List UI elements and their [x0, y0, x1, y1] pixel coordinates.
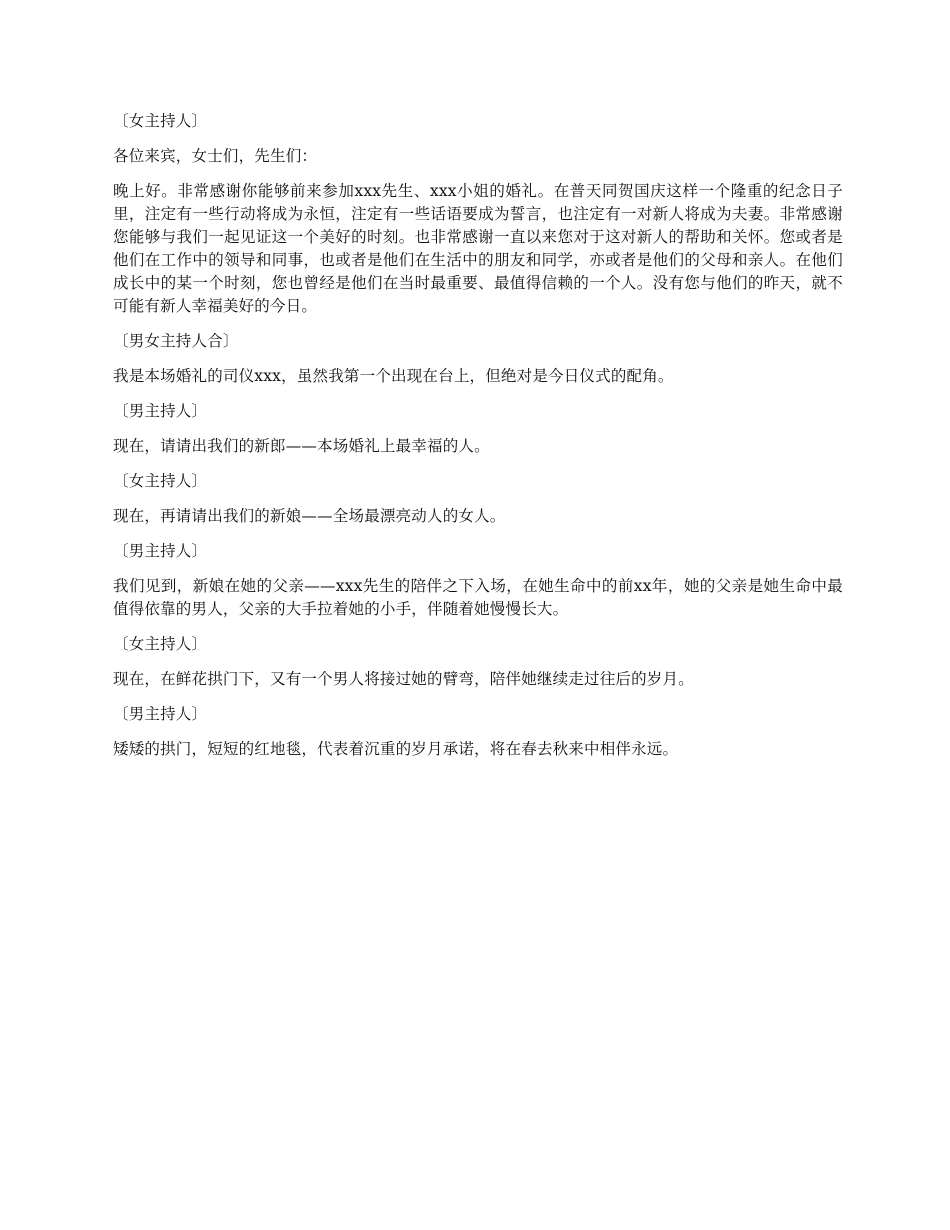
speaker-label-male-host: 〔男主持人〕: [113, 705, 208, 723]
speaker-label-female-host: 〔女主持人〕: [113, 472, 208, 490]
flower-arch-paragraph: 现在，在鲜花拱门下，又有一个男人将接过她的臂弯，陪伴她继续走过往后的岁月。: [113, 670, 694, 688]
speaker-label-male-host: 〔男主持人〕: [113, 402, 208, 420]
officiant-intro-paragraph: 我是本场婚礼的司仪xxx，虽然我第一个出现在台上，但绝对是今日仪式的配角。: [113, 367, 674, 385]
groom-entrance-paragraph: 现在，请请出我们的新郎——本场婚礼上最幸福的人。: [113, 437, 490, 455]
father-escort-paragraph: 我们见到，新娘在她的父亲——xxx先生的陪伴之下入场，在她生命中的前xx年，她的父亲是她生命中最值得依靠的男人，父亲的大手拉着她的小手，伴随着她慢慢长大。: [113, 577, 843, 618]
speaker-label-female-host: 〔女主持人〕: [113, 635, 208, 653]
document-page: [113, 110, 843, 773]
opening-paragraph: 晚上好。非常感谢你能够前来参加xxx先生、xxx小姐的婚礼。在普天同贺国庆这样一个隆重的纪念日子里，注定有一些行动将成为永恒，注定有一些话语要成为誓言，也注定有一对新人将成为夫妻。非常感谢您能够与我们一起见证这一个美好的时刻。也非常感谢一直以来您对于这对新人的帮助和关怀。您或者是他们在工作中的领导和同事，也或者是他们在生活中的朋友和同学，亦或者是他们的父母和亲人。在他们成长中的某一个时刻，您也曾经是他们在当时最重要、最值得信赖的一个人。没有您与他们的昨天，就不可能有新人幸福美好的今日。: [113, 182, 843, 315]
bride-entrance-paragraph: 现在，再请请出我们的新娘——全场最漂亮动人的女人。: [113, 507, 506, 525]
red-carpet-paragraph: 矮矮的拱门，短短的红地毯，代表着沉重的岁月承诺，将在春去秋来中相伴永远。: [113, 740, 679, 758]
greeting-paragraph: 各位来宾，女士们，先生们：: [113, 147, 318, 165]
speaker-label-male-host: 〔男主持人〕: [113, 542, 208, 560]
speaker-label-both-hosts: 〔男女主持人合〕: [113, 332, 239, 350]
speaker-label-female-host: 〔女主持人〕: [113, 112, 208, 130]
